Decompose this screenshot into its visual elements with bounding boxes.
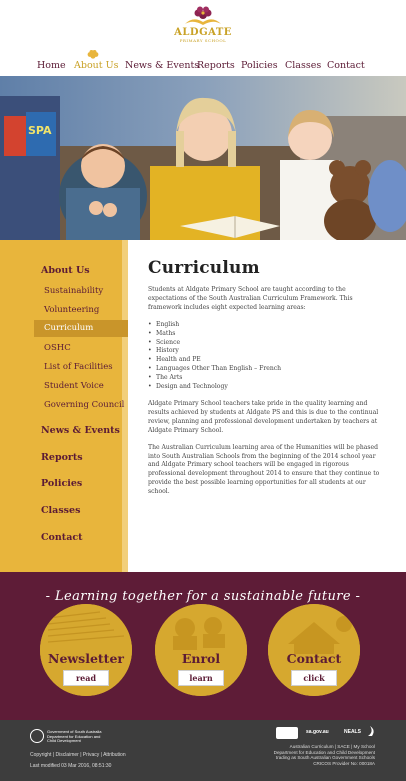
sidebar-news-events[interactable]: News & Events	[41, 425, 120, 436]
nav-about-us[interactable]: About Us	[74, 60, 119, 71]
sidebar-item-sustainability[interactable]: Sustainability	[44, 286, 104, 296]
list-item: • Health and PE	[148, 356, 384, 365]
sidebar-item-list-of-facilities[interactable]: List of Facilities	[44, 362, 113, 372]
hero-photo	[0, 76, 406, 240]
page-title: Curriculum	[148, 258, 260, 278]
footer-dept-line: Department for Education and Child Development	[273, 749, 375, 755]
government-crest-icon	[30, 729, 44, 743]
footer-trading-line: trading as South Australian Government Schools	[275, 755, 375, 761]
newsletter-read-button[interactable]: read	[63, 670, 109, 686]
school-logo[interactable]	[172, 6, 234, 46]
list-item: • Science	[148, 339, 384, 348]
neals-logo[interactable]: NEALS	[344, 729, 361, 735]
intro-paragraph: Students at Aldgate Primary School are taught according to the expectations of the South Australian Curriculum Framework. This framework includes eight expected learning areas:	[148, 286, 353, 311]
teachers-paragraph: Aldgate Primary School teachers take pride in the quality learning and results achieved by students at Aldgate PS and this is due to the continual review, planning and professional development undertaken by teachers at Aldgate Primary School.	[148, 399, 379, 434]
sa-gov-logo[interactable]: sa.gov.au	[306, 729, 329, 735]
main-nav	[0, 60, 406, 74]
list-item: • English	[148, 321, 384, 330]
learning-areas-list	[148, 321, 384, 392]
sidebar-item-governing-council[interactable]: Governing Council	[44, 400, 125, 410]
sidebar-classes[interactable]: Classes	[41, 505, 81, 516]
nav-reports[interactable]: Reports	[197, 60, 235, 71]
gov-line-3: Child Development	[47, 738, 81, 744]
list-item: • Languages Other Than English – French	[148, 365, 384, 374]
site-header	[0, 0, 406, 76]
enrol-learn-button[interactable]: learn	[178, 670, 224, 686]
sidebar-item-student-voice[interactable]: Student Voice	[44, 381, 104, 391]
list-item: • History	[148, 347, 384, 356]
nav-home[interactable]: Home	[37, 60, 66, 71]
partner-logo-icon[interactable]	[276, 727, 298, 739]
sidebar-policies[interactable]: Policies	[41, 478, 83, 489]
sidebar-item-curriculum[interactable]: Curriculum	[44, 323, 94, 333]
sidebar-about-us[interactable]: About Us	[41, 265, 90, 276]
school-name: ALDGATE	[174, 27, 232, 38]
neals-swirl-icon	[366, 724, 376, 738]
contact-circle[interactable]	[268, 604, 360, 696]
humanities-paragraph: The Australian Curriculum learning area of the Humanities will be phased into South Australian Schools from the beginning of the 2014 school year and Aldgate Primary school teachers will be engaged in rigorous professional development throughout 2014 to ensure that they continue to provide the best possible learning opportunities for all students at our school.	[148, 443, 380, 496]
school-subtitle: PRIMARY SCHOOL	[179, 38, 227, 43]
list-item: • Design and Technology	[148, 383, 384, 392]
government-logo-text[interactable]	[47, 730, 101, 744]
svg-text:SPA: SPA	[28, 124, 52, 137]
footer-right-info	[235, 744, 375, 766]
enrol-circle[interactable]	[155, 604, 247, 696]
flower-emblem-icon	[183, 6, 223, 28]
footer-curriculum-links[interactable]: Australian Curriculum | SACE | My School	[289, 744, 375, 749]
contact-title: Contact	[286, 651, 342, 666]
nav-classes[interactable]: Classes	[285, 60, 322, 71]
nav-contact[interactable]: Contact	[327, 60, 365, 71]
sidebar-contact[interactable]: Contact	[41, 532, 83, 543]
sidebar-item-volunteering[interactable]: Volunteering	[44, 305, 100, 315]
footer-cricos-line: CRICOS Provider No: 00018A	[313, 760, 375, 766]
gov-line-1: Government of South Australia	[47, 729, 102, 734]
nav-news-events[interactable]: News & Events	[125, 60, 200, 71]
sidebar-reports[interactable]: Reports	[41, 452, 83, 463]
enrol-title: Enrol	[181, 651, 221, 666]
gov-line-2: Department for Education and	[47, 733, 101, 739]
active-nav-flower-icon	[87, 50, 99, 60]
sidebar-item-oshc[interactable]: OSHC	[44, 343, 71, 353]
last-modified: Last modified 03 Mar 2016, 08:51:30	[30, 763, 112, 769]
contact-click-button[interactable]: click	[291, 670, 337, 686]
newsletter-circle[interactable]	[40, 604, 132, 696]
list-item: • The Arts	[148, 374, 384, 383]
footer-links[interactable]: Copyright | Disclaimer | Privacy | Attribution	[30, 752, 126, 758]
list-item: • Maths	[148, 330, 384, 339]
newsletter-title: Newsletter	[48, 651, 124, 666]
nav-policies[interactable]: Policies	[241, 60, 278, 71]
main-content	[148, 258, 384, 505]
tagline: - Learning together for a sustainable future -	[45, 589, 361, 604]
